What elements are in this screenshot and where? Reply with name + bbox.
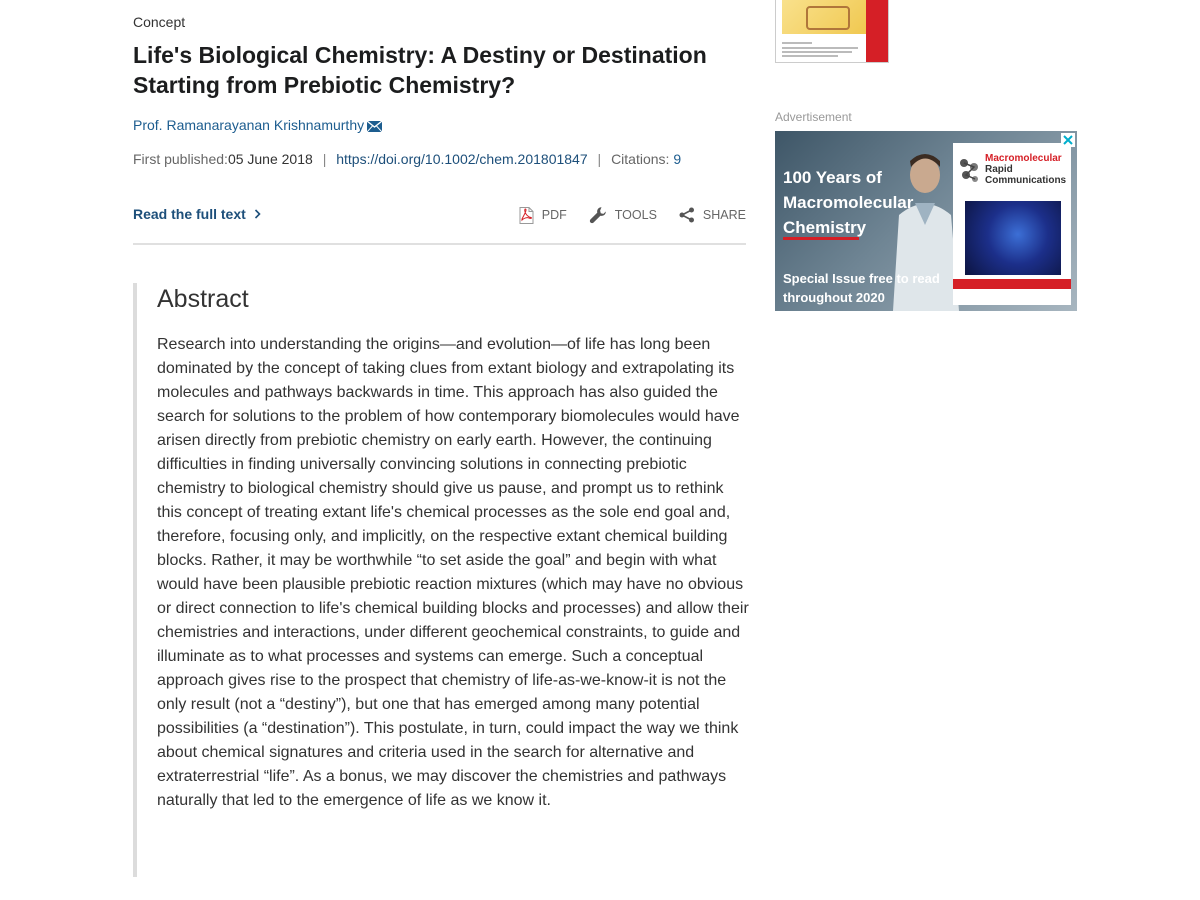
cover-artwork bbox=[782, 0, 866, 34]
chevron-right-icon bbox=[254, 209, 261, 219]
wrench-icon bbox=[589, 206, 607, 224]
share-button[interactable] bbox=[679, 207, 746, 223]
journal-cover-art bbox=[965, 201, 1061, 275]
advertisement-banner[interactable] bbox=[775, 131, 1077, 311]
molecule-logo-icon bbox=[956, 155, 982, 185]
journal-title-line: Rapid bbox=[985, 164, 1013, 175]
journal-title-line: Macromolecular bbox=[985, 153, 1062, 164]
citations-label: Citations: bbox=[611, 151, 670, 167]
cover-text-line bbox=[782, 42, 812, 44]
advertisement-label: Advertisement bbox=[775, 110, 852, 124]
tools-label: TOOLS bbox=[614, 208, 657, 222]
pdf-icon bbox=[519, 207, 534, 224]
separator: | bbox=[597, 151, 602, 167]
cover-text-line bbox=[782, 47, 858, 49]
article-title: Life's Biological Chemistry: A Destiny or Destination Starting from Prebiotic Chemistry? bbox=[133, 42, 707, 98]
journal-red-bar bbox=[953, 279, 1071, 289]
cover-text-line bbox=[782, 55, 838, 57]
pdf-button[interactable] bbox=[519, 207, 567, 224]
ad-close-icon[interactable] bbox=[1061, 133, 1075, 147]
cover-text-line bbox=[782, 51, 852, 53]
share-icon bbox=[679, 207, 695, 223]
journal-title-line: Communications bbox=[985, 175, 1067, 186]
abstract-text: Research into understanding the origins—and evolution—of life has long been dominated by the concept of taking clues from extant biology and extrapolating its molecules and pathways backwards in time. This approach has also guided the search for solutions to the problem of how contemporary biomolecules would have arisen directly from prebiotic chemistry on early earth. However, the continuing difficulties in finding universally convincing solutions in connecting prebiotic chemistry to biological chemistry should give us pause, and prompt us to rethink this concept of treating extant life's chemical processes as the sole end goal and, therefore, focusing only, and implicitly, on the respective extant chemical building blocks. Rather, it may be worthwhile “to set aside the goal” and begin with what would have been plausible prebiotic reaction mixtures (which may have no obvious or direct connection to life's chemical building blocks and processes) and allow their chemistries and interactions, under different geochemical constraints, to guide and illuminate as to what processes and systems can emerge. Such a conceptual approach gives rise to the prospect that chemistry of life-as-we-know-it is not the only result (not a “destiny”), but one that has emerged among many potential possibilities (a “destination”). This postulate, in turn, could impact the way we think about chemical signatures and criteria used in the search for alternative and extraterrestrial “life”. As a bonus, we may discover the chemistries and pathways naturally that led to the emergence of life as we know it. bbox=[157, 336, 749, 809]
first-published-label: First published: bbox=[133, 151, 228, 167]
author-link[interactable]: Prof. Ramanarayanan Krishnamurthy bbox=[133, 117, 365, 133]
read-full-text-label: Read the full text bbox=[133, 206, 246, 222]
divider bbox=[133, 243, 746, 245]
pdf-label: PDF bbox=[541, 208, 567, 222]
first-published-date: 05 June 2018 bbox=[227, 151, 313, 167]
cover-red-strip bbox=[866, 0, 889, 63]
ad-subline: Special Issue free to read throughout 2020 bbox=[783, 271, 940, 305]
ad-journal-cover bbox=[953, 143, 1071, 305]
ad-headline: 100 Years of Macromolecular Chemistry bbox=[783, 168, 914, 237]
journal-title bbox=[985, 153, 1066, 186]
abstract-section bbox=[133, 283, 749, 877]
article-type: Concept bbox=[133, 14, 186, 30]
doi-link[interactable]: https://doi.org/10.1002/chem.201801847 bbox=[336, 151, 588, 167]
article-actions bbox=[497, 206, 746, 224]
mail-icon[interactable] bbox=[367, 121, 382, 132]
separator: | bbox=[322, 151, 327, 167]
publication-info bbox=[133, 151, 681, 167]
tools-button[interactable] bbox=[589, 206, 657, 224]
citations-count[interactable]: 9 bbox=[673, 151, 682, 167]
journal-cover-thumbnail[interactable] bbox=[775, 0, 889, 63]
abstract-heading: Abstract bbox=[157, 285, 249, 313]
share-label: SHARE bbox=[702, 208, 746, 222]
author-row bbox=[133, 117, 382, 133]
ad-underline bbox=[783, 237, 859, 240]
read-full-text-link[interactable] bbox=[133, 206, 261, 222]
